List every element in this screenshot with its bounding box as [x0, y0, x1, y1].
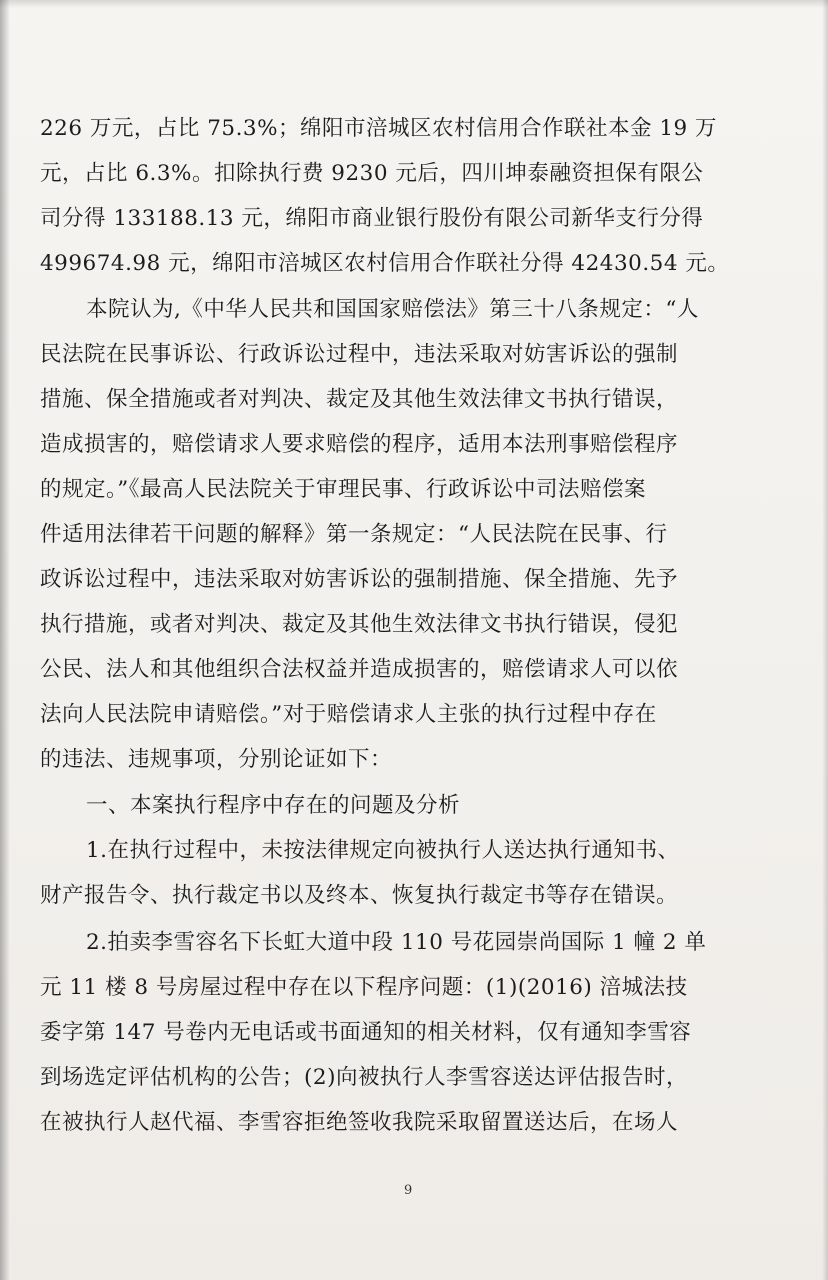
- page-right-shadow: [822, 0, 828, 1280]
- text-line: 措施、保全措施或者对判决、裁定及其他生效法律文书执行错误，: [40, 387, 679, 412]
- text-line: 1.在执行过程中，未按法律规定向被执行人送达执行通知书、: [86, 838, 680, 863]
- text-line: 公民、法人和其他组织合法权益并造成损害的，赔偿请求人可以依: [40, 657, 679, 682]
- text-line: 财产报告令、执行裁定书以及终本、恢复执行裁定书等存在错误。: [40, 883, 679, 908]
- text-line: 226 万元，占比 75.3%；绵阳市涪城区农村信用合作联社本金 19 万: [40, 116, 718, 141]
- text-line: 的违法、违规事项，分别论证如下：: [40, 747, 393, 772]
- page-number: 9: [404, 1183, 413, 1198]
- text-line: 政诉讼过程中，违法采取对妨害诉讼的强制措施、保全措施、先予: [40, 567, 679, 592]
- section-heading: 一、本案执行程序中存在的问题及分析: [86, 793, 461, 818]
- text-line: 法向人民法院申请赔偿。”对于赔偿请求人主张的执行过程中存在: [40, 702, 657, 727]
- text-line: 2.拍卖李雪容名下长虹大道中段 110 号花园崇尚国际 1 幢 2 单: [86, 930, 707, 955]
- text-line: 499674.98 元，绵阳市涪城区农村信用合作联社分得 42430.54 元。: [40, 251, 730, 276]
- page-top-shadow: [0, 0, 828, 8]
- page-left-binding-shadow: [0, 0, 10, 1280]
- text-line: 民法院在民事诉讼、行政诉讼过程中，违法采取对妨害诉讼的强制: [40, 342, 679, 367]
- text-line: 本院认为,《中华人民共和国国家赔偿法》第三十八条规定：“人: [86, 297, 699, 322]
- text-line: 委字第 147 号卷内无电话或书面通知的相关材料，仅有通知李雪容: [40, 1020, 692, 1045]
- text-line: 到场选定评估机构的公告；(2)向被执行人李雪容送达评估报告时，: [40, 1065, 688, 1090]
- text-line: 在被执行人赵代福、李雪容拒绝签收我院采取留置送达后，在场人: [40, 1110, 679, 1135]
- text-line: 元，占比 6.3%。扣除执行费 9230 元后，四川坤泰融资担保有限公: [40, 161, 704, 186]
- text-line: 造成损害的，赔偿请求人要求赔偿的程序，适用本法刑事赔偿程序: [40, 432, 679, 457]
- text-line: 执行措施，或者对判决、裁定及其他生效法律文书执行错误，侵犯: [40, 612, 679, 637]
- text-line: 的规定。”《最高人民法院关于审理民事、行政诉讼中司法赔偿案: [40, 477, 646, 502]
- text-line: 件适用法律若干问题的解释》第一条规定：“人民法院在民事、行: [40, 522, 668, 547]
- text-line: 元 11 楼 8 号房屋过程中存在以下程序问题：(1)(2016) 涪城法技: [40, 975, 688, 1000]
- text-line: 司分得 133188.13 元，绵阳市商业银行股份有限公司新华支行分得: [40, 206, 704, 231]
